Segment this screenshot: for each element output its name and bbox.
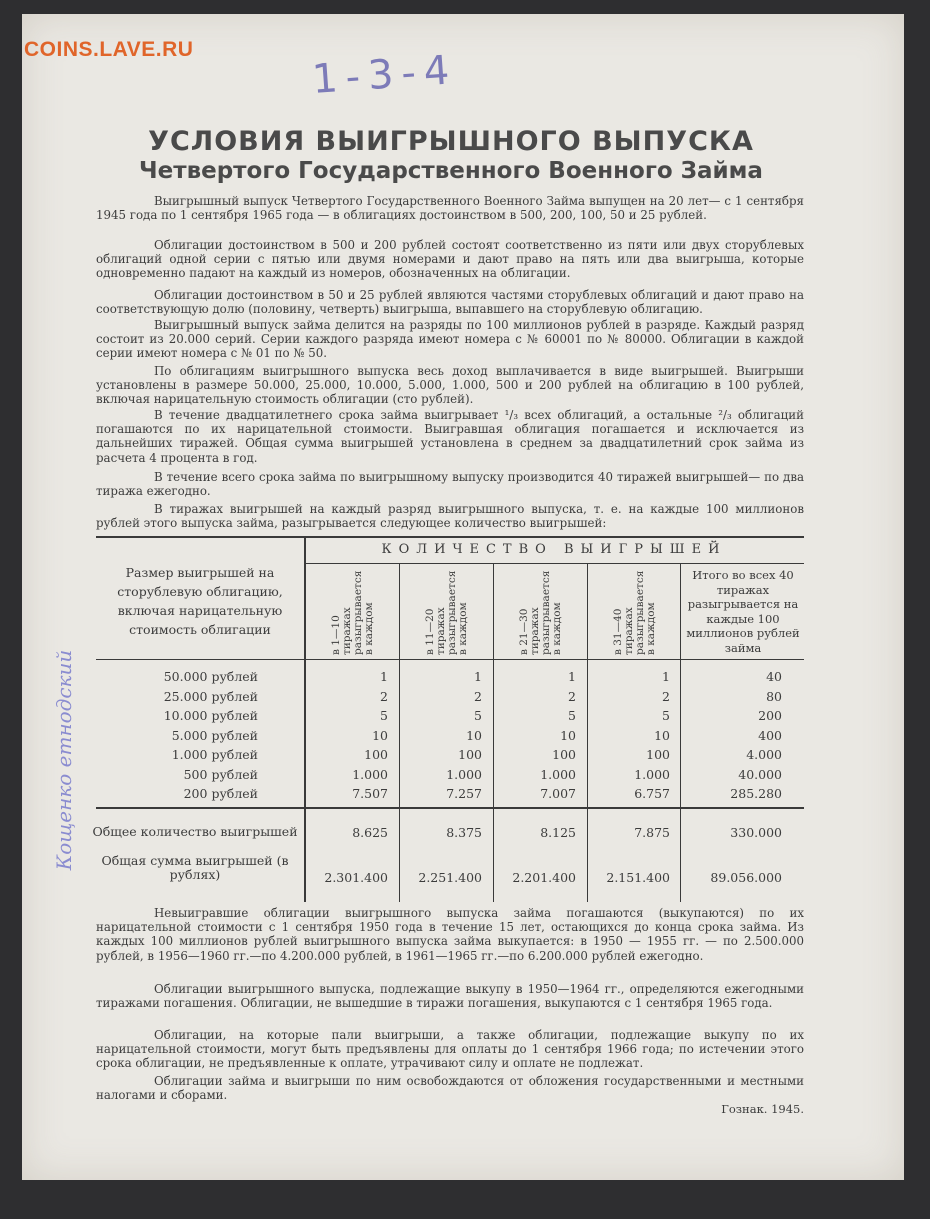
paragraph-bottom-1: Невыигравшие облигации выигрышного выпуска займа погашаются (выкупаются) по их нарицательной стоимости с 1 сентября 1950 года в течение 15 лет, остающихся до конца срока займа. Из каждых 100 миллионов рублей выигрышного выпуска займа выкупается: в 1950 — 1955 гг. — по 2.500.000 рублей, в 1956—1960 гг.—по 4.200.000 рублей, в 1961—1965 гг.—по 6.200.000 рублей ежегодно. — [96, 906, 804, 963]
totals-cell: 7.875 — [634, 825, 670, 840]
printer-mark: Гознак. 1945. — [721, 1102, 804, 1116]
table-cell: 100 — [364, 747, 388, 762]
totals-cell: 8.125 — [540, 825, 576, 840]
table-cell: 1.000 — [540, 766, 576, 782]
totals-cell: 2.301.400 — [324, 870, 388, 885]
table-cell: 1.000 — [352, 766, 388, 782]
col-header-4 — [588, 565, 682, 657]
table-cell: 100 — [646, 747, 670, 762]
col-header-1 — [306, 565, 400, 657]
prize-size: 50.000 рублей — [163, 669, 258, 684]
table-cell: 7.257 — [446, 786, 482, 801]
table-cell: 1 — [474, 669, 482, 684]
paragraph-top-8: В тиражах выигрышей на каждый разряд выигрышного выпуска, т. е. на каждые 100 миллионов рублей этого выпуска займа, разыгрывается следующее количество выигрышей: — [96, 502, 804, 531]
table-cell-total: 4.000 — [746, 747, 782, 762]
total-header: Итого во всех 40 тиражах разыгрывается на каждые 100 миллионов рублей займа — [686, 568, 800, 655]
col-header-1-text: в 1—10 тиражах разыгрывается в каждом — [330, 570, 375, 655]
table-cell: 2 — [568, 688, 576, 704]
paragraph-top-6: В течение двадцатилетнего срока займа выигрывает ¹/₃ всех облигаций, а остальные ²/₃ облигаций погашаются по их нарицательной стоимости. Выигравшая облигация погашается и исключается из дальнейших тиражей. Общая сумма выигрышей установлена в среднем за двадцатилетний срок займа из расчета 4 процента в год. — [96, 408, 804, 465]
table-cell-total: 80 — [766, 688, 782, 704]
table-cell: 1 — [568, 669, 576, 684]
totals-cell-total: 89.056.000 — [710, 870, 782, 885]
totals-cell: 8.375 — [446, 825, 482, 840]
table-cell: 1.000 — [446, 766, 482, 782]
table-cell: 2 — [474, 688, 482, 704]
table-cell-total: 200 — [758, 708, 782, 723]
table-cell: 10 — [654, 727, 670, 743]
paragraph-top-4: Выигрышный выпуск займа делится на разряды по 100 миллионов рублей в разряде. Каждый разряд состоит из 20.000 серий. Серии каждого разряда имеют номера с № 60001 по № 80000. Облигации в каждой серии имеют номера с № 01 по № 50. — [96, 318, 804, 361]
table-cell: 10 — [372, 727, 388, 743]
totals-label: Общая сумма выигрышей (в рублях) — [101, 853, 289, 882]
table-cell: 100 — [458, 747, 482, 762]
paragraph-bottom-2: Облигации выигрышного выпуска, подлежащие выкупу в 1950—1964 гг., определяются ежегодными тиражами погашения. Облигации, не вышедшие в тиражи погашения, выкупаются с 1 сентября 1965 года. — [96, 982, 804, 1011]
table-top-rule — [96, 536, 804, 538]
table-cell: 5 — [568, 708, 576, 723]
table-cell: 1 — [662, 669, 670, 684]
header-bottom-rule — [96, 659, 804, 660]
table-cell-total: 400 — [758, 727, 782, 743]
side-handwriting — [40, 575, 88, 945]
totals-rule — [96, 807, 804, 809]
table-cell: 2 — [662, 688, 670, 704]
col-header-3-text: в 21—30 тиражах разыгрывается в каждом — [518, 570, 563, 655]
table-cell: 7.007 — [540, 786, 576, 801]
prize-size: 200 рублей — [183, 786, 258, 801]
table-cell-total: 40.000 — [738, 766, 782, 782]
title-line-2: Четвертого Государственного Военного Займа — [139, 158, 763, 184]
col-header-2-text: в 11—20 тиражах разыгрывается в каждом — [424, 570, 469, 655]
table-cell: 1.000 — [634, 766, 670, 782]
prize-size-header: Размер выигрышей на сторублевую облигацию, включая нарицательную стоимость облигации — [117, 565, 283, 637]
table-cell-total: 285.280 — [730, 786, 782, 801]
site-watermark: COINS.LAVE.RU — [24, 38, 194, 61]
prize-size: 10.000 рублей — [163, 708, 258, 723]
prize-size: 5.000 рублей — [171, 727, 258, 743]
paragraph-top-2: Облигации достоинством в 500 и 200 рублей состоят соответственно из пяти или двух сторублевых облигаций одной серии с пятью или двумя номерами и дают право на пять или два выигрыша, которые одновременно падают на каждый из номеров, обозначенных на облигации. — [96, 238, 804, 281]
prize-size: 500 рублей — [183, 766, 258, 782]
paragraph-top-3: Облигации достоинством в 50 и 25 рублей являются частями сторублевых облигаций и дают право на соответствующую долю (половину, четверть) выигрыша, выпавшего на сторублевую облигацию. — [96, 288, 804, 317]
paragraph-top-7: В течение всего срока займа по выигрышному выпуску производится 40 тиражей выигрышей— по два тиража ежегодно. — [96, 470, 804, 499]
table-cell: 6.757 — [634, 786, 670, 801]
col-header-4-text: в 31—40 тиражах разыгрывается в каждом — [612, 570, 657, 655]
totals-cell: 2.251.400 — [418, 870, 482, 885]
table-cell: 5 — [380, 708, 388, 723]
count-header: КОЛИЧЕСТВО ВЫИГРЫШЕЙ — [381, 542, 727, 557]
table-cell: 2 — [380, 688, 388, 704]
totals-cell: 2.151.400 — [606, 870, 670, 885]
paragraph-top-5: По облигациям выигрышного выпуска весь доход выплачивается в виде выигрышей. Выигрыши установлены в размере 50.000, 25.000, 10.000, 5.000, 1.000, 500 и 200 рублей на облигацию в 100 рублей, включая нарицательную стоимость облигации (сто рублей). — [96, 364, 804, 407]
prize-size: 25.000 рублей — [163, 688, 258, 704]
totals-cell-total: 330.000 — [730, 825, 782, 840]
totals-cell: 2.201.400 — [512, 870, 576, 885]
table-cell: 7.507 — [352, 786, 388, 801]
header-sub-rule — [306, 563, 804, 564]
col-header-3 — [494, 565, 588, 657]
paragraph-bottom-3: Облигации, на которые пали выигрыши, а также облигации, подлежащие выкупу по их нарицательной стоимости, могут быть предъявлены для оплаты до 1 сентября 1966 года; по истечении этого срока облигации, не предъявленные к оплате, утрачивают силу и оплате не подлежат. — [96, 1028, 804, 1071]
title-line-1: УСЛОВИЯ ВЫИГРЫШНОГО ВЫПУСКА — [148, 126, 754, 157]
table-cell: 5 — [662, 708, 670, 723]
table-cell: 100 — [552, 747, 576, 762]
paragraph-bottom-4: Облигации займа и выигрыши по ним освобождаются от обложения государственными и местными налогами и сборами. — [96, 1074, 804, 1103]
pen-mark: 1-3-4 — [310, 46, 459, 104]
totals-label: Общее количество выигрышей — [92, 824, 298, 839]
side-handwriting-text: Кощенко етнодский — [52, 649, 76, 871]
totals-cell: 8.625 — [352, 825, 388, 840]
table-cell: 10 — [560, 727, 576, 743]
table-cell: 1 — [380, 669, 388, 684]
table-cell: 10 — [466, 727, 482, 743]
table-cell: 5 — [474, 708, 482, 723]
prize-size: 1.000 рублей — [171, 747, 258, 762]
table-cell-total: 40 — [766, 669, 782, 684]
paragraph-top-1: Выигрышный выпуск Четвертого Государственного Военного Займа выпущен на 20 лет— с 1 сентября 1945 года по 1 сентября 1965 года — в облигациях достоинством в 500, 200, 100, 50 и 25 рублей. — [96, 194, 804, 223]
col-header-2 — [400, 565, 494, 657]
